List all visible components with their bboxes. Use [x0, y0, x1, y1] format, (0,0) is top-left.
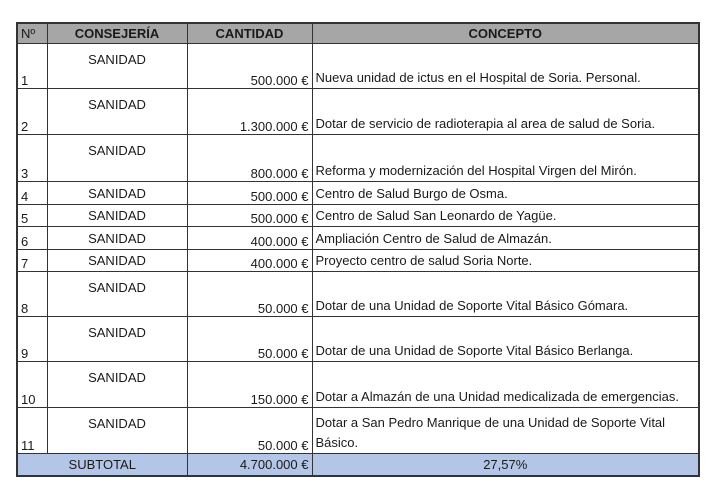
table-row	[17, 205, 699, 227]
row-amount: 500.000 €	[187, 205, 312, 227]
header-consejeria: CONSEJERÍA	[47, 23, 187, 44]
row-number: 8	[17, 272, 47, 317]
row-amount: 50.000 €	[187, 272, 312, 317]
row-number: 9	[17, 317, 47, 362]
table-row	[17, 135, 699, 182]
row-concept: Dotar de una Unidad de Soporte Vital Básico Gómara.	[312, 272, 699, 317]
row-concept: Centro de Salud San Leonardo de Yagüe.	[312, 205, 699, 227]
table-row	[17, 182, 699, 205]
row-concept: Ampliación Centro de Salud de Almazán.	[312, 227, 699, 250]
table-row	[17, 250, 699, 272]
row-concept: Centro de Salud Burgo de Osma.	[312, 182, 699, 205]
row-number: 10	[17, 362, 47, 408]
table-row	[17, 89, 699, 135]
row-number: 4	[17, 182, 47, 205]
table-row	[17, 272, 699, 317]
row-amount: 500.000 €	[187, 44, 312, 89]
row-concept: Proyecto centro de salud Soria Norte.	[312, 250, 699, 272]
subtotal-label: SUBTOTAL	[17, 454, 187, 477]
table-row	[17, 317, 699, 362]
row-amount: 800.000 €	[187, 135, 312, 182]
row-consejeria: SANIDAD	[47, 205, 187, 227]
table-row	[17, 44, 699, 89]
row-amount: 500.000 €	[187, 182, 312, 205]
header-num: Nº	[17, 23, 47, 44]
row-concept: Dotar a Almazán de una Unidad medicalizada de emergencias.	[312, 362, 699, 408]
row-consejeria: SANIDAD	[47, 89, 187, 135]
row-consejeria: SANIDAD	[47, 362, 187, 408]
row-consejeria: SANIDAD	[47, 317, 187, 362]
row-consejeria: SANIDAD	[47, 135, 187, 182]
subtotal-percent: 27,57%	[312, 454, 699, 477]
subtotal-amount: 4.700.000 €	[187, 454, 312, 477]
row-concept: Nueva unidad de ictus en el Hospital de Soria. Personal.	[312, 44, 699, 89]
row-amount: 1.300.000 €	[187, 89, 312, 135]
header-cantidad: CANTIDAD	[187, 23, 312, 44]
subtotal-row	[17, 454, 699, 477]
row-number: 3	[17, 135, 47, 182]
row-consejeria: SANIDAD	[47, 272, 187, 317]
row-number: 11	[17, 408, 47, 454]
row-concept: Dotar de servicio de radioterapia al area de salud de Soria.	[312, 89, 699, 135]
row-amount: 50.000 €	[187, 317, 312, 362]
row-concept: Dotar de una Unidad de Soporte Vital Básico Berlanga.	[312, 317, 699, 362]
header-row	[17, 23, 699, 44]
row-amount: 150.000 €	[187, 362, 312, 408]
table-row	[17, 408, 699, 454]
row-consejeria: SANIDAD	[47, 227, 187, 250]
row-number: 7	[17, 250, 47, 272]
row-consejeria: SANIDAD	[47, 408, 187, 454]
table-row	[17, 227, 699, 250]
header-concepto: CONCEPTO	[312, 23, 699, 44]
row-concept: Dotar a San Pedro Manrique de una Unidad de Soporte Vital Básico.	[312, 408, 699, 454]
budget-table	[16, 22, 700, 477]
row-amount: 50.000 €	[187, 408, 312, 454]
row-consejeria: SANIDAD	[47, 250, 187, 272]
row-number: 6	[17, 227, 47, 250]
row-amount: 400.000 €	[187, 250, 312, 272]
row-concept: Reforma y modernización del Hospital Virgen del Mirón.	[312, 135, 699, 182]
row-consejeria: SANIDAD	[47, 44, 187, 89]
table-row	[17, 362, 699, 408]
row-amount: 400.000 €	[187, 227, 312, 250]
row-consejeria: SANIDAD	[47, 182, 187, 205]
row-number: 1	[17, 44, 47, 89]
row-number: 5	[17, 205, 47, 227]
row-number: 2	[17, 89, 47, 135]
